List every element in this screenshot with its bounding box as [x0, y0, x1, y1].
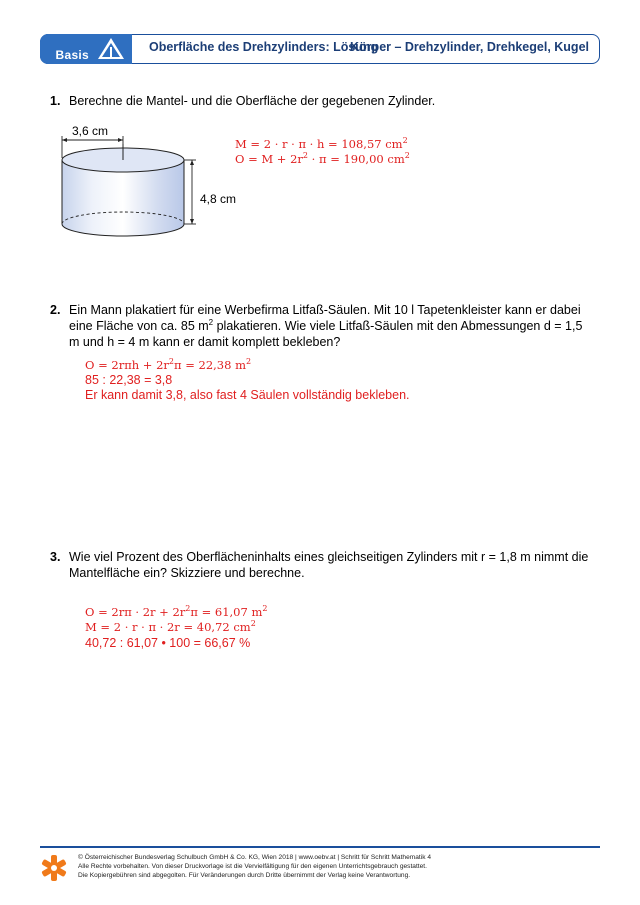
task-text: Wie viel Prozent des Oberflächeninhalts eines gleichseitigen Zylinders mit r = 1,8 m nimmt die Mantelfläche ein? Skizziere und berechne. [69, 550, 589, 580]
task3-solution-line-3: 40,72 : 61,07 • 100 = 66,67 % [85, 636, 251, 650]
radius-label: 3,6 cm [72, 124, 109, 138]
task2-solution-line-2: 85 : 22,38 = 3,8 [85, 373, 173, 387]
worksheet-title: Oberfläche des Drehzylinders: Lösung [149, 40, 379, 54]
task-text: Berechne die Mantel- und die Oberfläche der gegebenen Zylinder. [69, 94, 436, 108]
task-text: Ein Mann plakatiert für eine Werbefirma Litfaß-Säulen. Mit 10 l Tapetenkleister kann er dabei eine Fläche von ca. 85 $m^2$ plakatieren. Wie viele Litfaß-Säulen mit den Abmessungen d = 1,5 m und h = 4 m kann er damit komplett bekleben? [69, 303, 583, 349]
task1-solution-line-1: M = 2 · r · π · h = 108,57 $cm^2$ [235, 136, 408, 151]
task3-solution-line-2: M = 2 · r · π · 2r = 40,72 $cm^2$ [85, 619, 256, 634]
level-badge [40, 34, 132, 64]
cylinder-figure [58, 128, 198, 248]
task2-solution-line-1: $O = 2r\pi h + 2r^2\pi = 22,38$ $m^2$ [85, 357, 252, 372]
task-number: 1. [50, 94, 61, 108]
task-number: 2. [50, 303, 61, 317]
task2-solution-line-3: Er kann damit 3,8, also fast 4 Säulen vollständig bekleben. [85, 388, 410, 402]
footer-divider [40, 846, 600, 848]
page-header [40, 34, 600, 64]
worksheet-topic: Körper – Drehzylinder, Drehkegel, Kugel [350, 40, 589, 54]
task3-solution-line-1: $O = 2r\pi \cdot 2r + 2r^2\pi = 61,07$ $m^2$ [85, 604, 268, 619]
task-number: 3. [50, 550, 61, 564]
level-badge-label: Basis [55, 47, 90, 62]
footer-copyright: © Österreichischer Bundesverlag Schulbuch GmbH & Co. KG, Wien 2018 | www.oebv.at | Schritt für Schritt Mathematik 4 Alle Rechte vorbehalten. Von dieser Druckvorlage ist die Vervielfältigung für den eigenen Unterrichtsgebrauch gestattet. Die Kopiergebühren sind abgegolten. Für Veränderungen durch Dritte übernimmt der Verlag keine Verantwortung. [78, 854, 432, 879]
height-label: 4,8 cm [200, 192, 237, 206]
task1-solution-line-2: $O = M + 2r^2 \cdot \pi = 190,00$ $cm^2$ [235, 151, 410, 166]
publisher-logo-icon [40, 854, 68, 882]
level-triangle-icon [96, 35, 126, 61]
